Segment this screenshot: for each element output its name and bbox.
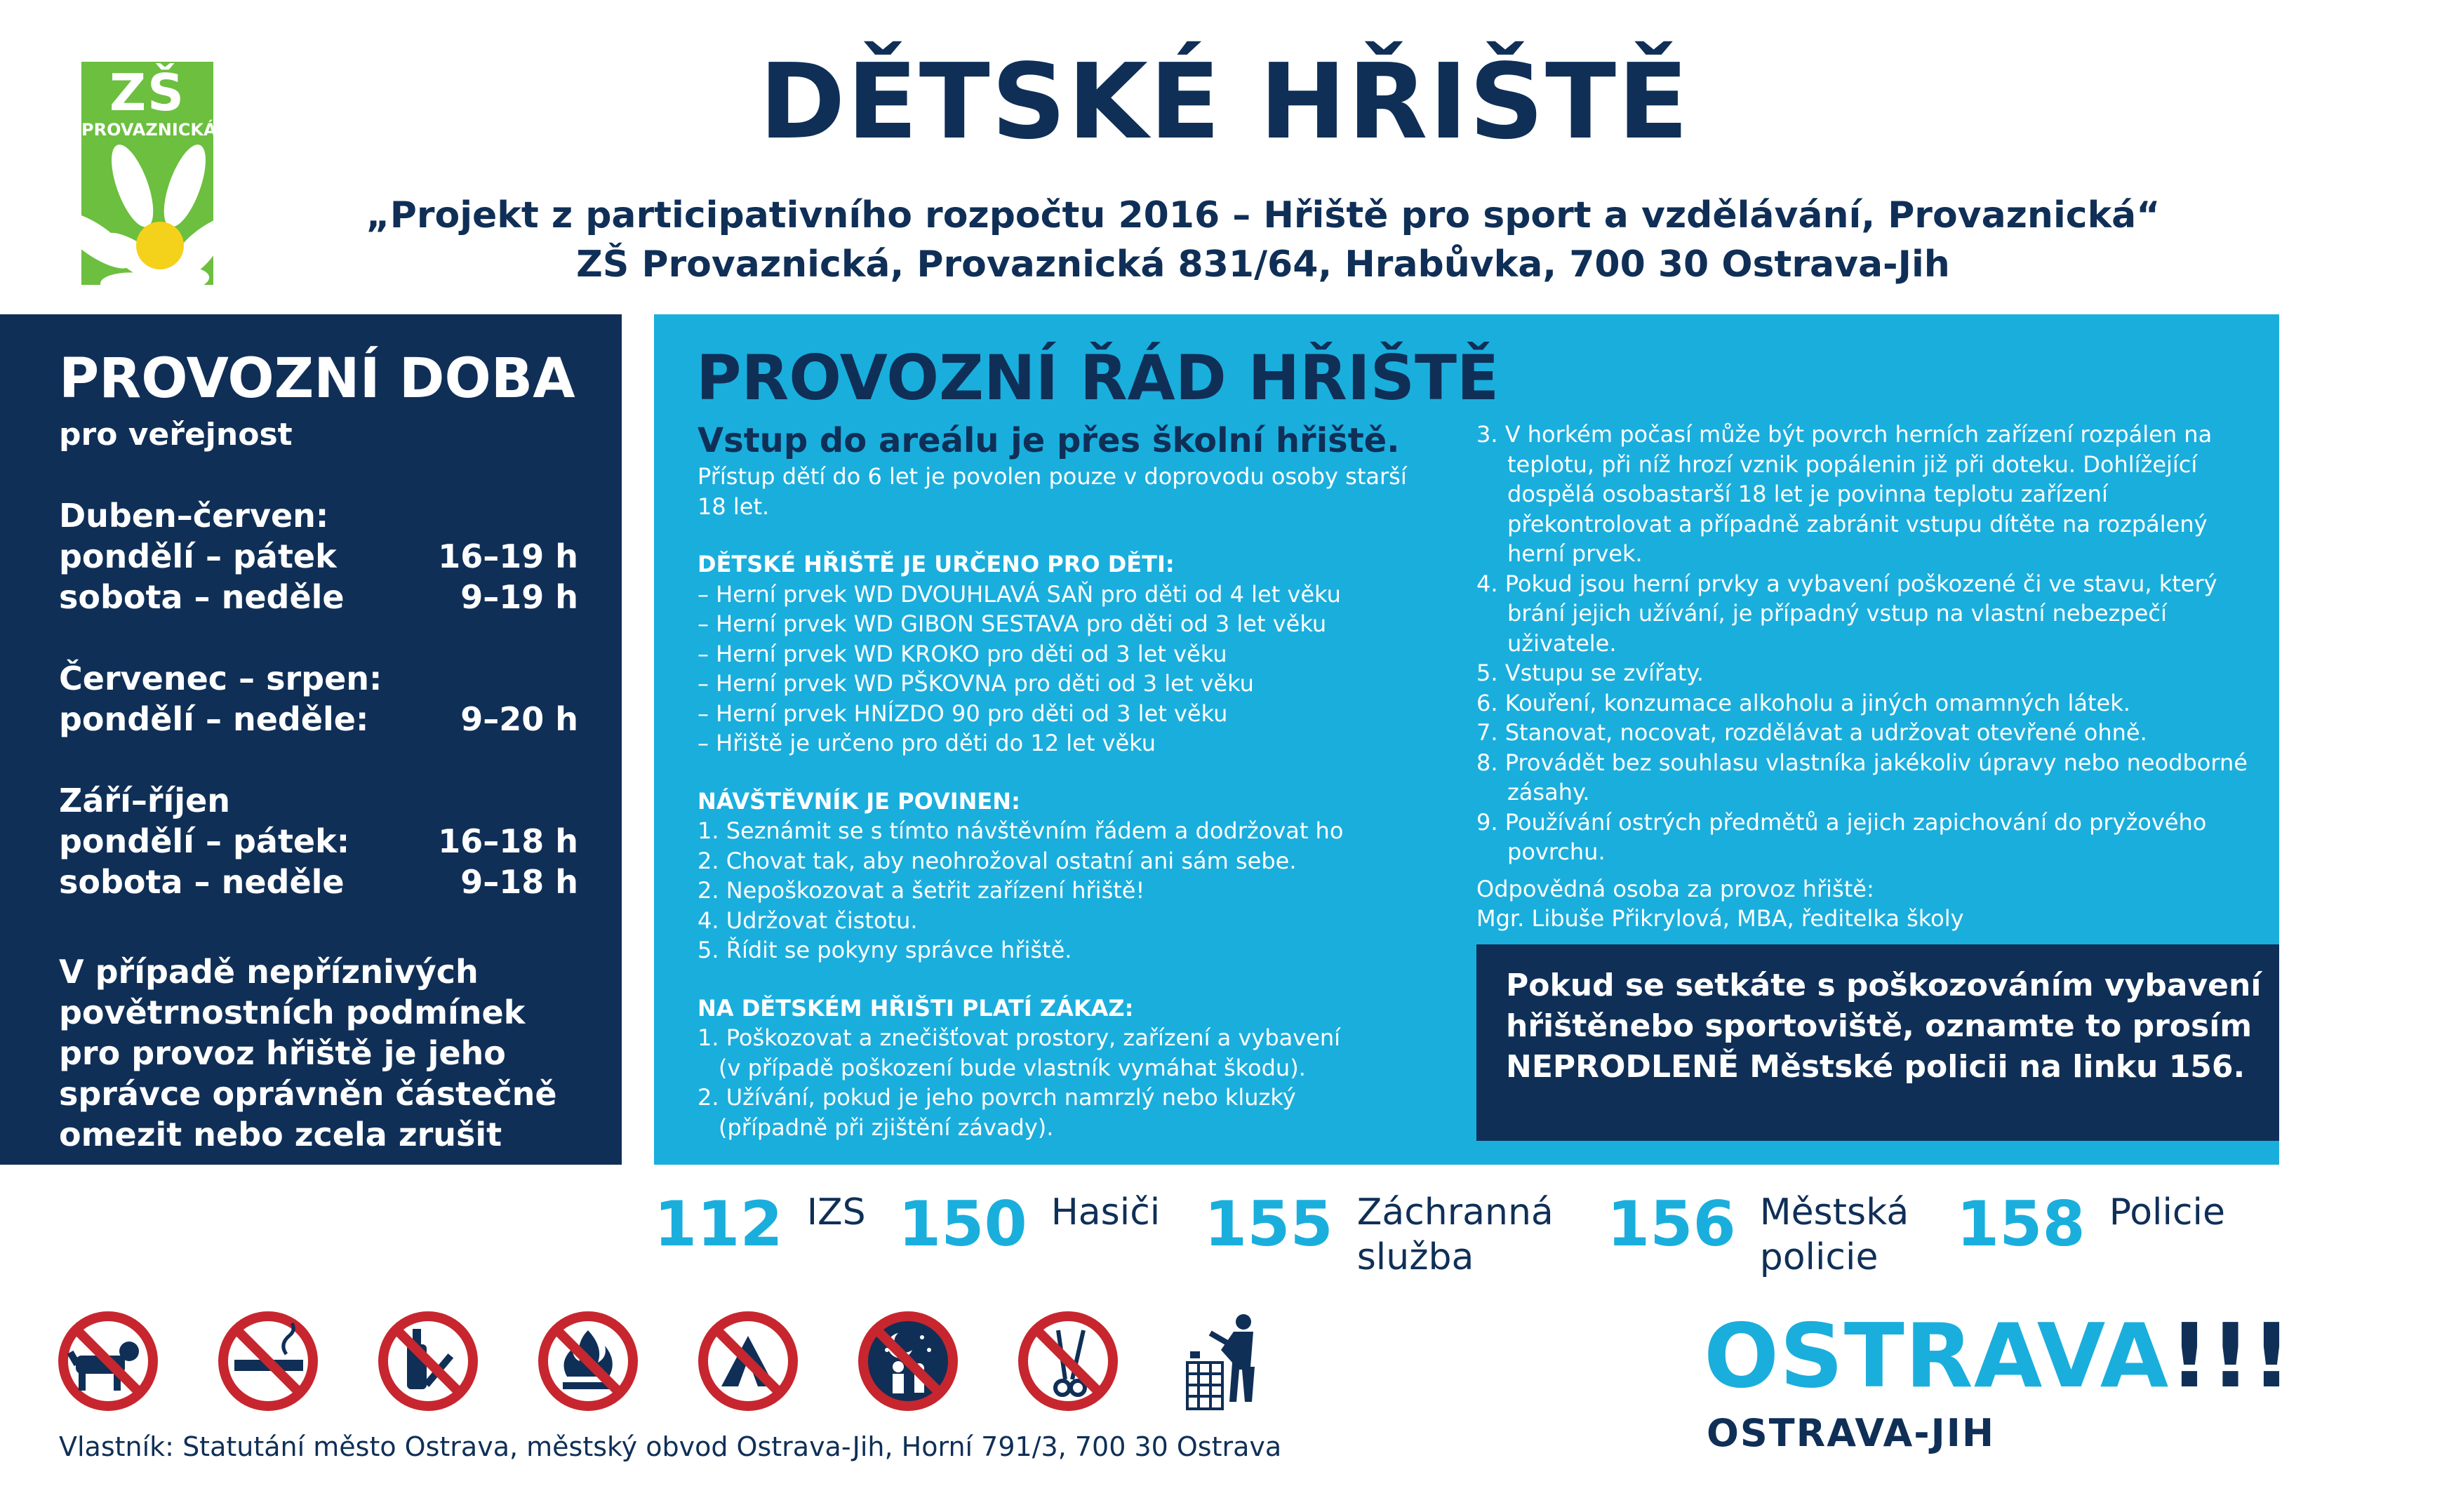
- rules-title: PROVOZNÍ ŘÁD HŘIŠTĚ: [696, 342, 1500, 414]
- hours-row: [59, 821, 578, 862]
- season-name: Červenec – srpen:: [59, 660, 382, 697]
- no-smoking-icon: [216, 1309, 320, 1413]
- list-item: 4. Pokud jsou herní prvky a vybavení poškozené či ve stavu, který brání jejich užívání, je případný vstup na vlastní nebezpečí uživatele.: [1476, 570, 2217, 657]
- no-dogs-icon: [56, 1309, 160, 1413]
- season-autumn: [59, 780, 622, 902]
- emergency-number-police: [1956, 1186, 2225, 1263]
- weather-note: V případě nepříznivých povětrnostních podmínek pro provoz hřiště je jeho správce oprávněn částečně omezit nebo zcela zrušit provoz.: [59, 953, 557, 1194]
- season-name: Září–říjen: [59, 782, 231, 819]
- responsible-label: Odpovědná osoba za provoz hřiště:: [1476, 875, 1874, 902]
- list-item: 1. Poškozovat a znečišťovat prostory, zařízení a vybavení: [698, 1024, 1341, 1051]
- rules-column-2: [1476, 420, 2262, 934]
- hours-value: 16–19 h: [438, 537, 578, 575]
- list-item: – Herní prvek WD PŠKOVNA pro děti od 3 let věku: [698, 670, 1254, 697]
- brand-district: OSTRAVA-JIH: [1707, 1411, 1996, 1455]
- emergency-number: 112: [654, 1188, 783, 1260]
- list-item: 4. Udržovat čistotu.: [698, 906, 918, 934]
- no-night-stay-icon: [856, 1309, 960, 1413]
- litter-bin-icon: [1176, 1309, 1280, 1413]
- brand-text: OSTRAVA: [1704, 1304, 2170, 1407]
- emergency-label: IZS: [806, 1191, 866, 1233]
- days-label: pondělí – neděle:: [59, 700, 369, 738]
- emergency-number: 158: [1956, 1188, 2086, 1260]
- logo-zs-text: ZŠ: [109, 63, 186, 122]
- kids-heading: DĚTSKÉ HŘIŠTĚ JE URČENO PRO DĚTI:: [698, 551, 1175, 577]
- list-item: 5. Vstupu se zvířaty.: [1476, 660, 1704, 686]
- emergency-number-izs: [654, 1186, 866, 1263]
- list-item: – Herní prvek WD KROKO pro děti od 3 let věku: [698, 640, 1227, 667]
- emergency-label: Hasiči: [1050, 1191, 1161, 1233]
- emergency-number-fire: [898, 1186, 1160, 1263]
- ban-heading: NA DĚTSKÉM HŘIŠTI PLATÍ ZÁKAZ:: [698, 994, 1134, 1022]
- days-label: pondělí – pátek: [59, 537, 337, 575]
- brand-exclamation: !!!: [2169, 1304, 2293, 1407]
- hours-value: 9–20 h: [460, 700, 578, 738]
- ostrava-brand-logo: [1704, 1304, 2293, 1409]
- list-item: 5. Řídit se pokyny správce hřiště.: [698, 937, 1072, 963]
- damage-alert-box: Pokud se setkáte s poškozováním vybavení hřištěnebo sportoviště, oznamte to prosím NEPRODLENĚ Městské policii na linku 156.: [1476, 944, 2279, 1141]
- emergency-number: 155: [1204, 1188, 1333, 1260]
- list-item: 6. Kouření, konzumace alkoholu a jiných omamných látek.: [1476, 689, 2130, 716]
- opening-hours-title: PROVOZNÍ DOBA: [59, 347, 575, 410]
- emergency-label: Městská policie: [1759, 1191, 1909, 1278]
- daisy-flower-icon: [81, 140, 213, 285]
- list-item: 2. Užívání, pokud je jeho povrch namrzlý nebo kluzký: [698, 1084, 1296, 1111]
- project-subtitle: „Projekt z participativního rozpočtu 2016 – Hřiště pro sport a vzdělávání, Provaznická“: [366, 194, 2161, 236]
- list-item: 2. Nepoškozovat a šetřit zařízení hřiště!: [698, 877, 1145, 904]
- list-item-note: (případně při zjištění závady).: [719, 1113, 1054, 1141]
- list-item: 7. Stanovat, nocovat, rozdělávat a udržovat otevřené ohně.: [1476, 719, 2147, 746]
- entry-lead: Vstup do areálu je přes školní hřiště.: [698, 421, 1400, 460]
- entry-intro: Přístup dětí do 6 let je povolen pouze v doprovodu osoby starší 18 let.: [698, 463, 1407, 520]
- list-item: – Herní prvek HNÍZDO 90 pro děti od 3 let věku: [698, 700, 1228, 727]
- hours-row: [59, 862, 578, 902]
- logo-school-name: PROVAZNICKÁ: [81, 120, 217, 140]
- emergency-number-ambulance: [1204, 1186, 1589, 1280]
- hours-value: 16–18 h: [438, 822, 578, 860]
- list-item: 2. Chovat tak, aby neohrožoval ostatní ani sám sebe.: [698, 847, 1297, 874]
- season-name: Duben–červen:: [59, 497, 329, 535]
- hours-value: 9–19 h: [460, 578, 578, 616]
- list-item: – Hřiště je určeno pro děti do 12 let věku: [698, 730, 1156, 756]
- no-camping-icon: [696, 1309, 800, 1413]
- no-alcohol-drugs-icon: [376, 1309, 480, 1413]
- emergency-label: Záchranná služba: [1356, 1191, 1554, 1278]
- list-item-note: (v případě poškození bude vlastník vymáhat škodu).: [719, 1054, 1306, 1081]
- days-label: sobota – neděle: [59, 863, 345, 901]
- responsible-name: Mgr. Libuše Přikrylová, MBA, ředitelka školy: [1476, 905, 1964, 932]
- hours-row: [59, 699, 578, 740]
- list-item: – Herní prvek WD DVOUHLAVÁ SAŇ pro děti od 4 let věku: [698, 580, 1341, 608]
- rules-panel: [654, 314, 2279, 1165]
- season-summer: [59, 658, 622, 740]
- owner-info: Vlastník: Statutání město Ostrava, městský obvod Ostrava-Jih, Horní 791/3, 700 30 Ostrava: [59, 1431, 1282, 1462]
- address-subtitle: ZŠ Provaznická, Provaznická 831/64, Hrabůvka, 700 30 Ostrava-Jih: [576, 243, 1950, 286]
- list-item: – Herní prvek WD GIBON SESTAVA pro děti od 3 let věku: [698, 610, 1327, 637]
- page-title: DĚTSKÉ HŘIŠTĚ: [759, 41, 1690, 162]
- emergency-number-city-police: [1607, 1186, 1935, 1280]
- days-label: sobota – neděle: [59, 578, 345, 616]
- emergency-label: Policie: [2109, 1191, 2225, 1233]
- opening-hours-subtitle: pro veřejnost: [59, 417, 293, 453]
- hours-row: [59, 536, 578, 577]
- no-fire-icon: [536, 1309, 640, 1413]
- rules-column-1: [698, 420, 1427, 1142]
- days-label: pondělí – pátek:: [59, 822, 350, 860]
- hours-row: [59, 577, 578, 617]
- list-item: 3. V horkém počasí může být povrch herních zařízení rozpálen na teplotu, při níž hrozí vznik popálenin již při doteku. Dohlížející dospělá osobastarší 18 let je povinna teplotu zařízení překontrolovat a případně zabránit vstupu dítěte na rozpálený herní prvek.: [1476, 421, 2213, 567]
- no-sharp-objects-icon: [1016, 1309, 1120, 1413]
- emergency-number: 150: [898, 1188, 1027, 1260]
- hours-value: 9–18 h: [460, 863, 578, 901]
- list-item: 8. Provádět bez souhlasu vlastníka jakékoliv úpravy nebo neodborné zásahy.: [1476, 749, 2248, 805]
- visitor-heading: NÁVŠTĚVNÍK JE POVINEN:: [698, 787, 1020, 815]
- opening-hours-panel: [0, 314, 622, 1194]
- list-item: 9. Používání ostrých předmětů a jejich zapichování do pryžového povrchu.: [1476, 808, 2207, 865]
- emergency-number: 156: [1607, 1188, 1736, 1260]
- list-item: 1. Seznámit se s tímto návštěvním řádem a dodržovat ho: [698, 817, 1344, 844]
- season-spring: [59, 495, 622, 617]
